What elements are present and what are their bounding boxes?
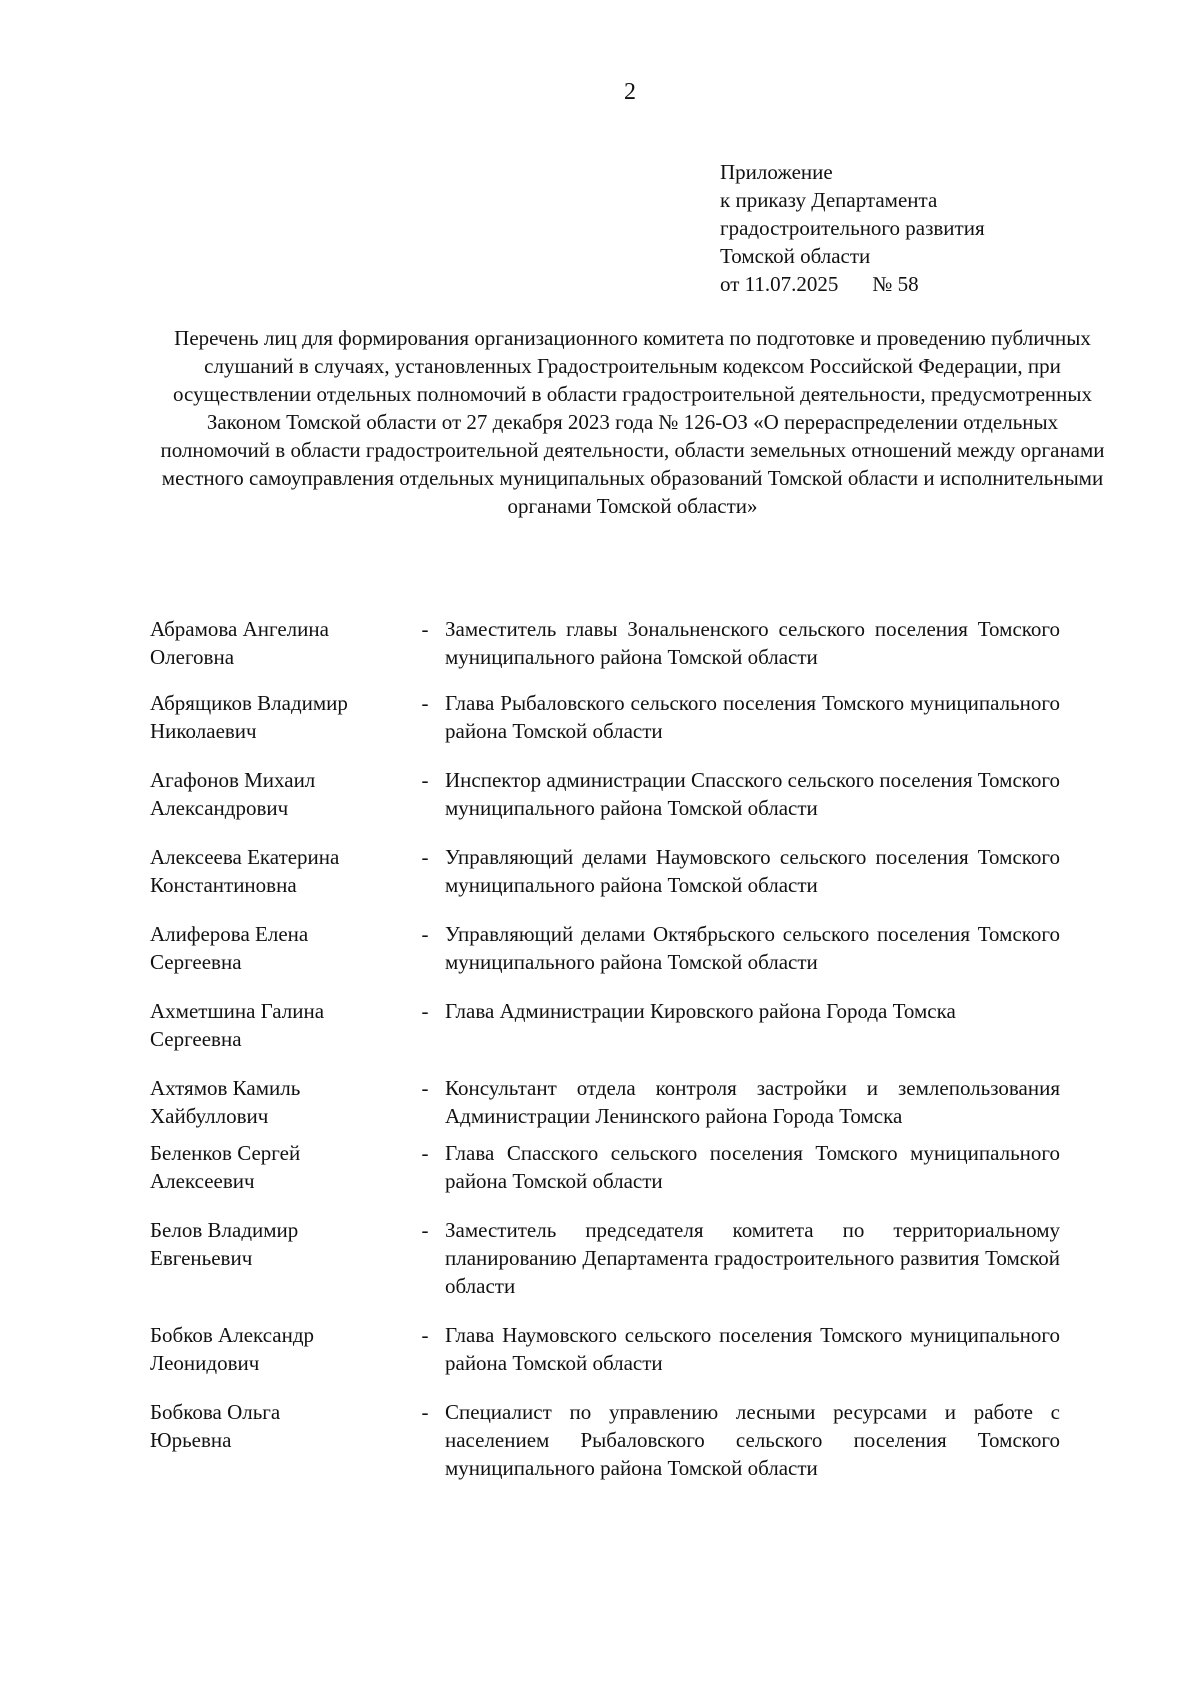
person-entry [150, 843, 1060, 899]
person-name: Ахтямов Камиль Хайбуллович [150, 1076, 301, 1128]
person-position: Управляющий делами Наумовского сельского поселения Томского муниципального района Томской области [445, 845, 1060, 897]
person-name: Алиферова Елена Сергеевна [150, 922, 309, 974]
dash-separator: - [421, 768, 429, 792]
appendix-line: Томской области [720, 244, 871, 268]
dash-separator: - [421, 1323, 429, 1347]
dash-separator: - [421, 845, 429, 869]
person-name: Ахметшина Галина Сергеевна [150, 999, 325, 1051]
appendix-line: Приложение [720, 160, 833, 184]
person-entry [150, 1216, 1060, 1300]
dash-separator: - [421, 1141, 429, 1165]
dash-separator: - [421, 999, 429, 1023]
person-name: Абрящиков Владимир Николаевич [150, 691, 348, 743]
person-position: Глава Рыбаловского сельского поселения Томского муниципального района Томской области [445, 691, 1060, 743]
dash-separator: - [421, 922, 429, 946]
person-position: Заместитель главы Зональненского сельского поселения Томского муниципального района Томской области [445, 617, 1060, 669]
person-entry [150, 997, 1060, 1053]
person-name: Агафонов Михаил Александрович [150, 768, 316, 820]
dash-separator: - [421, 691, 429, 715]
person-name: Абрамова Ангелина Олеговна [150, 617, 329, 669]
person-position: Консультант отдела контроля застройки и землепользования Администрации Ленинского района Города Томска [445, 1076, 1060, 1128]
appendix-line: градостроительного развития [720, 216, 985, 240]
person-position: Глава Наумовского сельского поселения Томского муниципального района Томской области [445, 1323, 1060, 1375]
person-name: Алексеева Екатерина Константиновна [150, 845, 340, 897]
person-entry [150, 1074, 1060, 1130]
person-name: Беленков Сергей Алексеевич [150, 1141, 301, 1193]
person-position: Глава Администрации Кировского района Города Томска [445, 999, 956, 1023]
person-name: Бобкова Ольга Юрьевна [150, 1400, 281, 1452]
person-position: Заместитель председателя комитета по территориальному планированию Департамента градостроительного развития Томской области [445, 1218, 1060, 1298]
person-name: Бобков Александр Леонидович [150, 1323, 315, 1375]
dash-separator: - [421, 1218, 429, 1242]
dash-separator: - [421, 617, 429, 641]
person-position: Управляющий делами Октябрьского сельского поселения Томского муниципального района Томской области [445, 922, 1060, 974]
page-number: 2 [624, 79, 636, 105]
person-position: Глава Спасского сельского поселения Томского муниципального района Томской области [445, 1141, 1060, 1193]
order-date: от 11.07.2025 [720, 272, 839, 296]
person-entry [150, 920, 1060, 976]
order-number: № 58 [872, 272, 919, 296]
person-entry [150, 1139, 1060, 1195]
dash-separator: - [421, 1400, 429, 1424]
person-entry [150, 689, 1060, 745]
person-entry [150, 766, 1060, 822]
persons-list [150, 615, 1060, 1482]
dash-separator: - [421, 1076, 429, 1100]
person-entry [150, 1321, 1060, 1377]
appendix-header [720, 158, 985, 298]
person-position: Специалист по управлению лесными ресурсами и работе с населением Рыбаловского сельского поселения Томского муниципального района Томской области [445, 1400, 1060, 1480]
person-entry [150, 615, 1060, 671]
person-name: Белов Владимир Евгеньевич [150, 1218, 299, 1270]
appendix-line: к приказу Департамента [720, 188, 938, 212]
person-entry [150, 1398, 1060, 1482]
appendix-date-line [720, 270, 985, 298]
document-title: Перечень лиц для формирования организационного комитета по подготовке и проведению публичных слушаний в случаях, установленных Градостроительным кодексом Российской Федерации, при осуществлении отдельных полномочий в области градостроительной деятельности, предусмотренных Законом Томской области от 27 декабря 2023 года № 126-ОЗ «О перераспределении отдельных полномочий в области градостроительной деятельности, области земельных отношений между органами местного самоуправления отдельных муниципальных образований Томской области и исполнительными органами Томской области» [160, 326, 1105, 518]
person-position: Инспектор администрации Спасского сельского поселения Томского муниципального района Томской области [445, 768, 1060, 820]
